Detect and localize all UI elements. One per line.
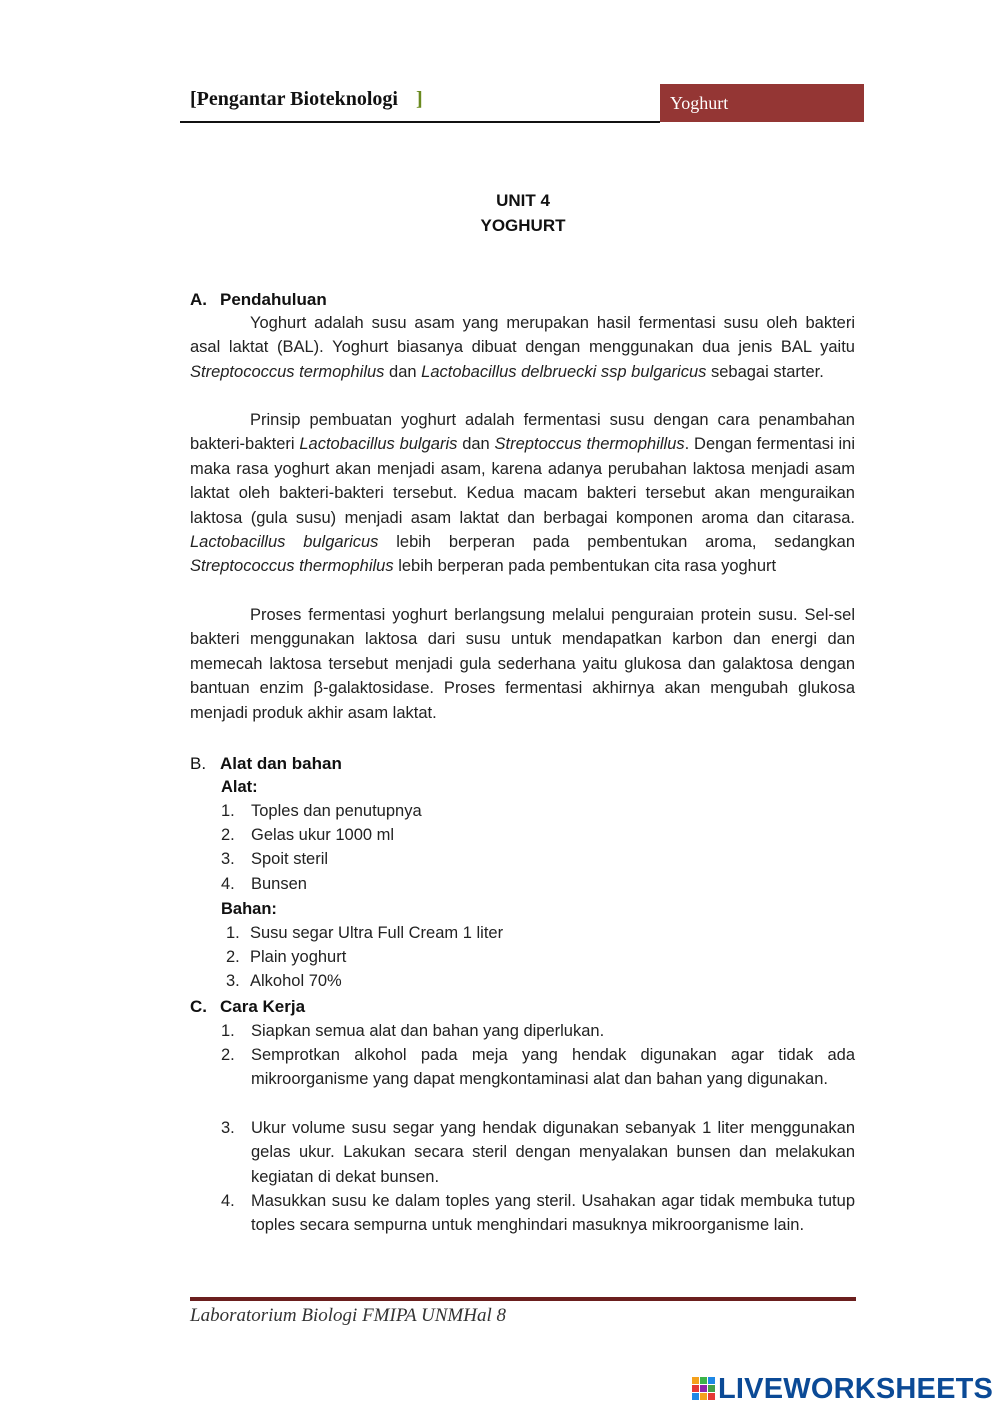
section-a-title: Pendahuluan	[220, 290, 327, 309]
step-text: Siapkan semua alat dan bahan yang diperlukan.	[251, 1022, 605, 1040]
header-divider	[180, 121, 660, 123]
species-name: Streptococcus thermophilus	[190, 557, 394, 576]
paragraph-text: dan	[384, 362, 422, 381]
section-c-letter: C.	[190, 997, 207, 1016]
alat-item	[221, 872, 307, 896]
header-title-text: [Pengantar Bioteknologi	[190, 88, 398, 110]
section-c-title: Cara Kerja	[220, 997, 306, 1016]
step-number: 3.	[221, 1119, 235, 1137]
alat-item-number: 2.	[221, 826, 235, 844]
paragraph-text: . Dengan fermentasi ini maka rasa yoghurt akan menjadi asam, karena adanya perubahan laktosa menjadi asam laktat oleh bakteri-bakteri tersebut. Kedua macam bakteri tersebut akan menguraikan laktosa (gula susu) menjadi asam laktat dan berbagai komponen aroma dan citarasa.	[190, 435, 855, 527]
alat-item-text: Gelas ukur 1000 ml	[251, 826, 395, 844]
alat-item-number: 4.	[221, 875, 235, 893]
alat-item-text: Bunsen	[251, 875, 307, 893]
unit-title: YOGHURT	[480, 216, 566, 235]
paragraph-text: sebagai starter.	[706, 362, 824, 381]
step-number: 4.	[221, 1192, 235, 1210]
alat-item-text: Spoit steril	[251, 850, 329, 868]
alat-item	[221, 799, 422, 823]
header-topic-badge: Yoghurt	[660, 84, 864, 122]
bahan-item-number: 2.	[226, 948, 240, 966]
header-title	[190, 88, 423, 111]
paragraph-text: dan	[457, 435, 495, 454]
bahan-label: Bahan:	[221, 900, 277, 918]
procedure-step	[221, 1116, 855, 1189]
step-text: Semprotkan alkohol pada meja yang hendak digunakan agar tidak ada mikroorganisme yang dapat mengkontaminasi alat dan bahan yang digunakan.	[251, 1046, 855, 1089]
paragraph-text: lebih berperan pada pembentukan aroma, sedangkan	[378, 533, 856, 552]
paragraph-text: Proses fermentasi yoghurt berlangsung melalui penguraian protein susu. Sel-sel bakteri menggunakan laktosa dari susu untuk mendapatkan karbon dan energi dan memecah laktosa tersebut menjadi gula sederhana yaitu glukosa dan galaktosa dengan bantuan enzim β-galaktosidase. Proses fermentasi akhirnya akan mengubah glukosa menjadi produk akhir asam laktat.	[190, 606, 855, 722]
paragraph-text: lebih berperan pada pembentukan cita rasa yoghurt	[393, 557, 777, 576]
alat-item-text: Toples dan penutupnya	[251, 802, 422, 820]
paragraph-text: Prinsip pembuatan yoghurt adalah fermentasi susu dengan cara penambahan bakteri-bakteri	[190, 411, 855, 454]
liveworksheets-wordmark: LIVEWORKSHEETS	[718, 1372, 994, 1405]
header-title-bracket: ]	[415, 88, 423, 110]
step-text: Masukkan susu ke dalam toples yang steril. Usahakan agar tidak membuka tutup toples secara sempurna untuk menghindari masuknya mikroorganisme lain.	[251, 1192, 855, 1235]
section-a-letter: A.	[190, 290, 207, 309]
intro-paragraph-3	[190, 603, 855, 725]
section-c-heading	[190, 997, 305, 1017]
liveworksheets-logo-icon	[692, 1377, 716, 1401]
section-b-letter: B.	[190, 754, 207, 773]
alat-label: Alat:	[221, 778, 258, 796]
alat-item-number: 3.	[221, 850, 235, 868]
liveworksheets-watermark[interactable]	[692, 1374, 993, 1404]
species-name: Lactobacillus bulgaricus	[190, 533, 379, 552]
bahan-item-text: Alkohol 70%	[250, 972, 342, 990]
bahan-item-number: 3.	[226, 972, 240, 990]
species-name: Lactobacillus bulgaris	[299, 435, 458, 454]
bahan-item	[226, 924, 503, 943]
procedure-step	[221, 1019, 855, 1043]
alat-item-number: 1.	[221, 802, 235, 820]
section-b-title: Alat dan bahan	[220, 754, 342, 773]
step-number: 1.	[221, 1022, 235, 1040]
footer-text: Laboratorium Biologi FMIPA UNMHal 8	[190, 1305, 506, 1326]
section-b-heading	[190, 754, 342, 774]
bahan-item	[226, 972, 342, 991]
paragraph-text: Yoghurt adalah susu asam yang merupakan hasil fermentasi susu oleh bakteri asal laktat (BAL). Yoghurt biasanya dibuat dengan menggunakan dua jenis BAL yaitu	[190, 314, 855, 357]
intro-paragraph-2	[190, 408, 855, 579]
footer-divider	[190, 1297, 856, 1301]
unit-number: UNIT 4	[496, 191, 550, 210]
alat-item	[221, 847, 328, 871]
procedure-step	[221, 1189, 855, 1238]
step-number: 2.	[221, 1046, 235, 1064]
intro-paragraph-1	[190, 311, 855, 384]
step-text: Ukur volume susu segar yang hendak digunakan sebanyak 1 liter menggunakan gelas ukur. Lakukan secara steril dengan menyalakan bunsen dan melakukan kegiatan di dekat bunsen.	[251, 1119, 855, 1186]
species-name: Streptoccus thermophillus	[494, 435, 685, 454]
bahan-item	[226, 948, 346, 967]
species-name: Streptococcus termophilus	[190, 362, 385, 381]
alat-item	[221, 823, 394, 847]
bahan-item-number: 1.	[226, 924, 240, 942]
species-name: Lactobacillus delbruecki ssp bulgaricus	[421, 362, 707, 381]
section-a-heading	[190, 290, 327, 310]
procedure-step	[221, 1043, 855, 1092]
bahan-item-text: Susu segar Ultra Full Cream 1 liter	[250, 924, 504, 942]
bahan-item-text: Plain yoghurt	[250, 948, 347, 966]
